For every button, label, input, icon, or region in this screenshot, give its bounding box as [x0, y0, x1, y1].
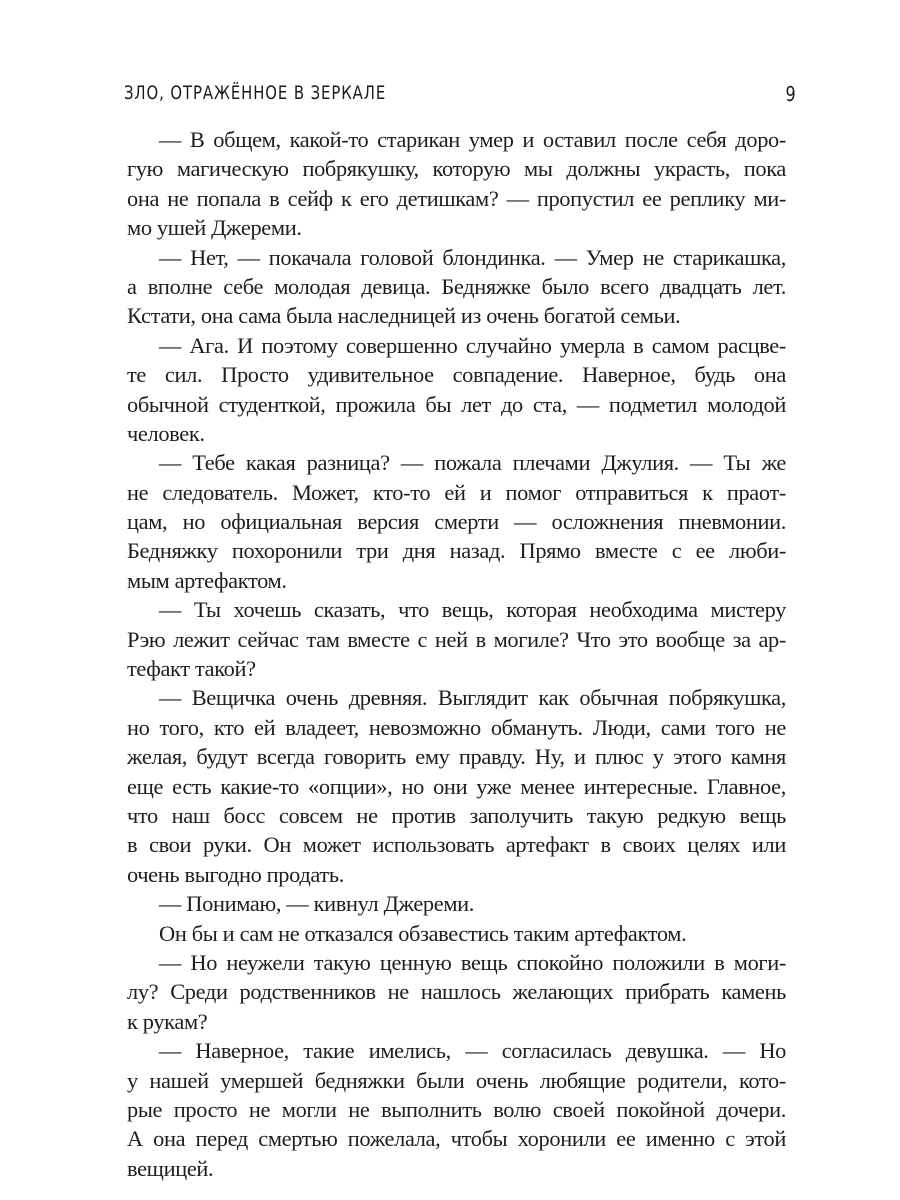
text-line: — Ты хочешь сказать, что вещь, которая необходима мистеру	[159, 597, 786, 623]
page-number: 9	[785, 82, 796, 106]
text-line: цам, но официальная версия смерти — осложнения пневмонии.	[127, 509, 786, 535]
running-header	[124, 82, 796, 112]
text-line: лу? Среди родственников не нашлось желающих прибрать камень	[127, 979, 786, 1005]
book-title: ЗЛО, ОТРАЖЁННОЕ В ЗЕРКАЛЕ	[124, 82, 387, 104]
text-line: еще есть какие-то «опции», но они уже менее интересные. Главное,	[127, 773, 786, 799]
text-line: а вполне себе молодая девица. Бедняжке было всего двадцать лет.	[127, 273, 786, 299]
text-line: мо ушей Джереми.	[127, 215, 302, 241]
text-line: те сил. Просто удивительное совпадение. Наверное, будь она	[127, 362, 786, 388]
text-line: Он бы и сам не отказался обзавестись таким артефактом.	[159, 920, 687, 946]
body-text	[127, 125, 786, 1183]
text-line: — Вещичка очень древняя. Выглядит как обычная побрякушка,	[159, 685, 786, 711]
text-line: тефакт такой?	[127, 656, 256, 682]
text-line: Кстати, она сама была наследницей из очень богатой семьи.	[127, 303, 681, 329]
text-line: рые просто не могли не выполнить волю своей покойной дочери.	[127, 1096, 786, 1122]
text-line: — В общем, какой-то старикан умер и оставил после себя доро-	[159, 127, 786, 152]
text-line: но того, кто ей владеет, невозможно обмануть. Люди, сами того не	[127, 714, 786, 740]
text-line: гую магическую побрякушку, которую мы должны украсть, пока	[127, 156, 786, 182]
text-line: очень выгодно продать.	[127, 861, 344, 887]
text-line: Рэю лежит сейчас там вместе с ней в могиле? Что это вообще за ар-	[127, 626, 786, 652]
text-line: — Тебе какая разница? — пожала плечами Джулия. — Ты же	[159, 450, 786, 476]
text-line: вещицей.	[127, 1155, 214, 1181]
text-line: мым артефактом.	[127, 567, 287, 593]
text-line: у нашей умершей бедняжки были очень любящие родители, кото-	[127, 1067, 786, 1093]
text-line: желая, будут всегда говорить ему правду. Ну, и плюс у этого камня	[127, 744, 786, 770]
text-line: — Нет, — покачала головой блондинка. — Умер не старикашка,	[159, 244, 786, 270]
text-line: обычной студенткой, прожила бы лет до ста, — подметил молодой	[127, 391, 786, 417]
text-line: не следователь. Может, кто-то ей и помог отправиться к праот-	[127, 479, 786, 505]
text-line: — Наверное, такие имелись, — согласилась девушка. — Но	[159, 1038, 786, 1064]
text-line: что наш босс совсем не против заполучить такую редкую вещь	[127, 802, 786, 828]
text-line: она не попала в сейф к его детишкам? — пропустил ее реплику ми-	[127, 185, 786, 211]
text-line: в свои руки. Он может использовать артефакт в своих целях или	[127, 832, 786, 858]
text-line: человек.	[127, 420, 205, 446]
text-line: — Но неужели такую ценную вещь спокойно положили в моги-	[159, 949, 786, 975]
text-line: Бедняжку похоронили три дня назад. Прямо вместе с ее люби-	[127, 538, 786, 564]
text-line: — Понимаю, — кивнул Джереми.	[159, 891, 475, 917]
text-line: — Ага. И поэтому совершенно случайно умерла в самом расцве-	[159, 332, 786, 358]
text-line: А она перед смертью пожелала, чтобы хоронили ее именно с этой	[127, 1126, 786, 1152]
text-line: к рукам?	[127, 1008, 208, 1034]
